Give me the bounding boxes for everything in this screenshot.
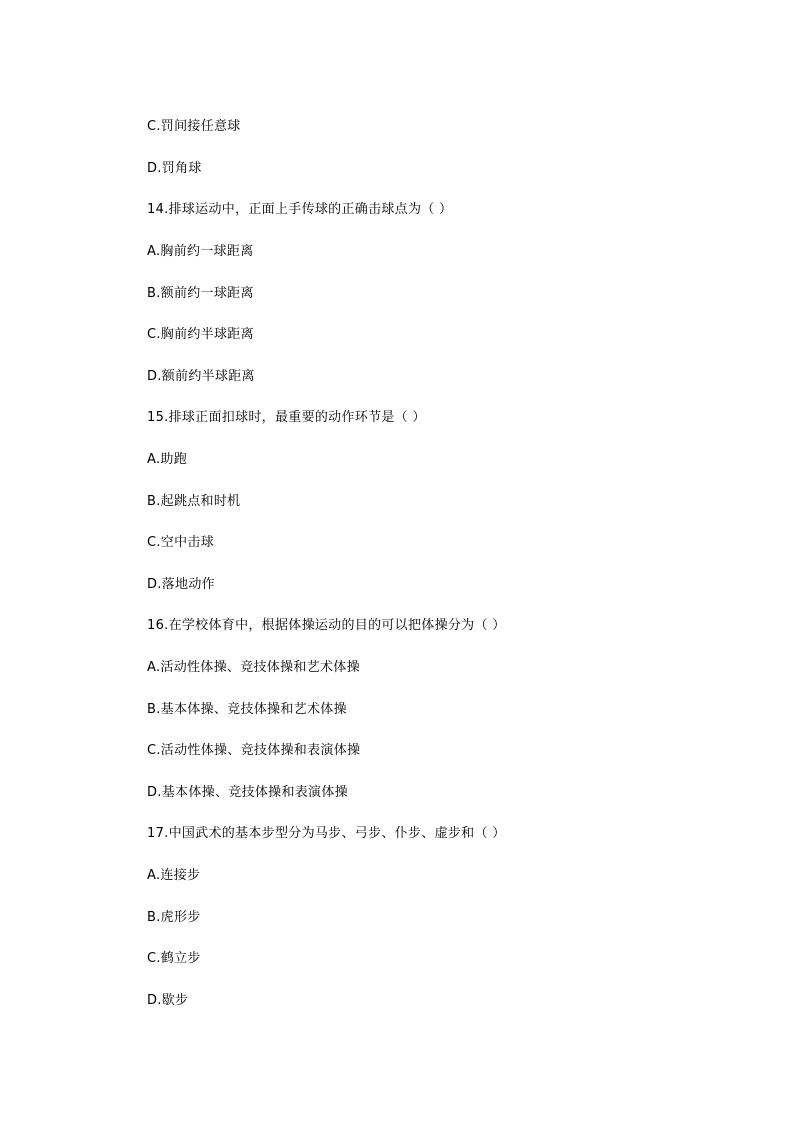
option-b-q14: B.额前约一球距离 xyxy=(147,286,254,301)
option-c-q13: C.罚间接任意球 xyxy=(147,119,241,134)
question-15: 15.排球正面扣球时，最重要的动作环节是（ ） xyxy=(147,410,426,425)
option-b-q16: B.基本体操、竞技体操和艺术体操 xyxy=(147,702,347,717)
option-a-q14: A.胸前约一球距离 xyxy=(147,244,254,259)
question-14: 14.排球运动中，正面上手传球的正确击球点为（ ） xyxy=(147,202,453,217)
question-16: 16.在学校体育中，根据体操运动的目的可以把体操分为（ ） xyxy=(147,618,506,633)
option-b-q17: B.虎形步 xyxy=(147,910,201,925)
option-c-q14: C.胸前约半球距离 xyxy=(147,327,254,342)
option-c-q17: C.鹤立步 xyxy=(147,951,201,966)
option-c-q15: C.空中击球 xyxy=(147,535,215,550)
option-d-q15: D.落地动作 xyxy=(147,577,215,592)
option-d-q13: D.罚角球 xyxy=(147,161,202,176)
option-d-q14: D.额前约半球距离 xyxy=(147,369,255,384)
option-b-q15: B.起跳点和时机 xyxy=(147,494,241,509)
option-d-q17: D.歇步 xyxy=(147,993,189,1008)
option-d-q16: D.基本体操、竞技体操和表演体操 xyxy=(147,785,348,800)
question-17: 17.中国武术的基本步型分为马步、弓步、仆步、虚步和（ ） xyxy=(147,826,506,841)
option-a-q16: A.活动性体操、竞技体操和艺术体操 xyxy=(147,660,360,675)
option-c-q16: C.活动性体操、竞技体操和表演体操 xyxy=(147,743,361,758)
option-a-q17: A.连接步 xyxy=(147,868,201,883)
option-a-q15: A.助跑 xyxy=(147,452,187,467)
